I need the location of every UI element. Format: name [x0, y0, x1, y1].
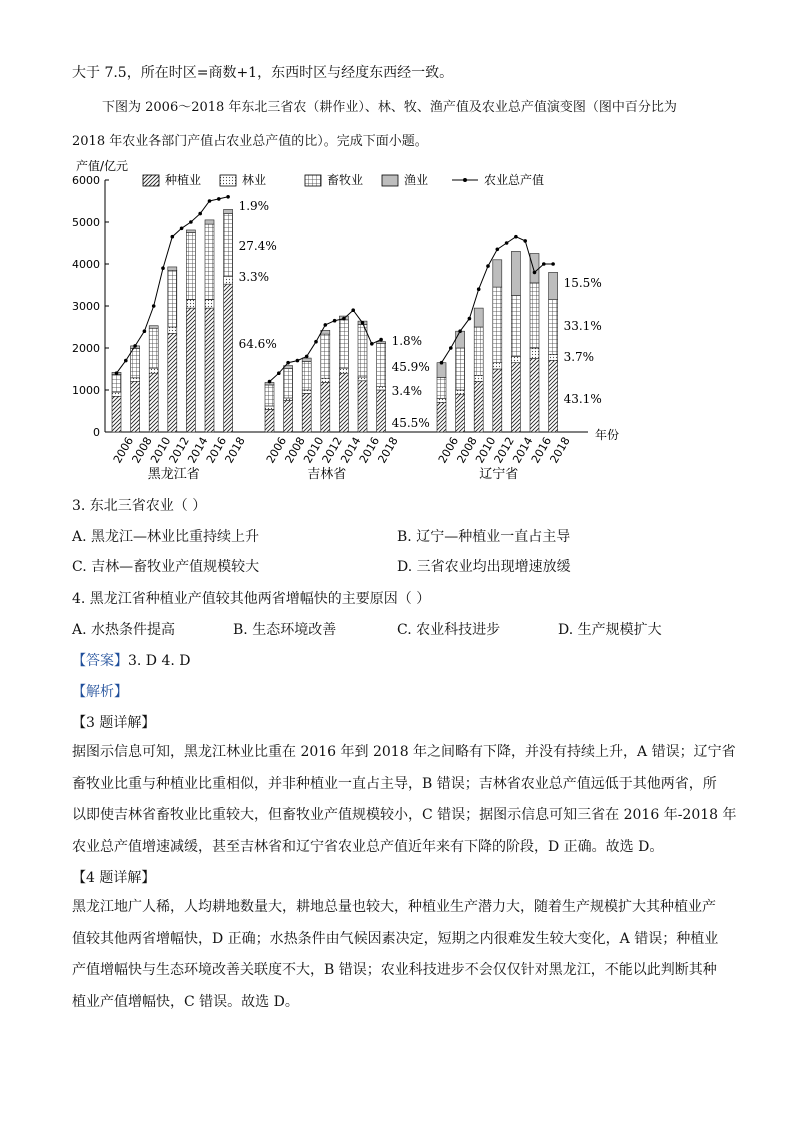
total-output-point [133, 344, 137, 348]
total-output-point [370, 342, 374, 346]
bar-segment [265, 409, 274, 432]
y-axis-label: 产值/亿元 [76, 159, 129, 173]
province-label: 黑龙江省 [147, 467, 200, 482]
total-output-point [324, 323, 328, 327]
total-output-point [189, 220, 193, 224]
percentage-label: 27.4% [238, 239, 277, 253]
question-4-stem: 4. 黑龙江省种植业产值较其他两省增幅快的主要原因（ ） [72, 591, 431, 607]
x-axis-label: 年份 [595, 428, 620, 442]
x-tick-label: 2018 [375, 434, 401, 466]
detail-3-line: 以即使吉林省畜牧业比重较大，但畜牧业产值规模较小，C 错误；据图示信息可知三省在 2016 年-2018 年 [72, 807, 737, 823]
bar-segment [205, 220, 214, 224]
total-output-point [333, 319, 337, 323]
bar-segment [131, 378, 140, 382]
bar-segment [186, 300, 195, 308]
total-output-point [496, 248, 500, 252]
x-tick-label: 2010 [473, 434, 499, 466]
percentage-label: 1.9% [238, 199, 270, 213]
total-output-point [115, 371, 119, 375]
bar-segment [493, 363, 502, 369]
agriculture-output-chart [60, 155, 660, 490]
bar-segment [302, 393, 311, 432]
bar-segment [186, 230, 195, 233]
percentage-label: 15.5% [563, 276, 602, 290]
bar-segment [358, 324, 367, 377]
legend-label: 畜牧业 [327, 173, 364, 187]
bar-segment [474, 375, 483, 381]
bar-segment [549, 361, 558, 432]
total-output-point [198, 212, 202, 216]
bar-segment [437, 377, 446, 398]
y-tick-label: 1000 [72, 384, 100, 397]
percentage-label: 3.4% [391, 384, 423, 398]
intro-line-3: 2018 年农业各部门产值占农业总产值的比）。完成下面小题。 [72, 134, 428, 149]
x-tick-label: 2016 [203, 434, 230, 466]
x-tick-label: 2012 [319, 434, 345, 466]
q3-option-c: C. 吉林—畜牧业产值规模较大 [72, 559, 260, 575]
bar-segment [321, 334, 330, 378]
total-output-point [361, 321, 365, 325]
total-output-point [342, 317, 346, 321]
bar-segment [511, 251, 520, 295]
bar-segment [224, 214, 233, 277]
answer-label: 【答案】 [72, 653, 128, 669]
total-output-point [514, 235, 518, 239]
province-label: 辽宁省 [479, 467, 519, 482]
legend-swatch [382, 175, 398, 186]
bar-segment [302, 361, 311, 390]
bar-segment [186, 308, 195, 432]
bar-segment [149, 373, 158, 432]
total-output-point [124, 359, 128, 363]
y-tick-label: 3000 [72, 300, 100, 313]
x-tick-label: 2010 [148, 434, 174, 466]
total-output-point [208, 199, 212, 203]
legend-swatch [143, 175, 159, 186]
bar-segment [339, 368, 348, 373]
detail-4-label: 【4 题详解】 [72, 870, 156, 886]
total-output-point [458, 329, 462, 333]
bar-segment [493, 369, 502, 432]
intro-line-1: 大于 7.5，所在时区=商数+1，东西时区与经度东西经一致。 [72, 65, 454, 81]
bar-segment [224, 209, 233, 213]
percentage-label: 43.1% [563, 392, 602, 406]
total-output-point [217, 197, 221, 201]
bar-segment [530, 283, 539, 348]
legend-line-marker [463, 178, 467, 182]
bar-segment [377, 387, 386, 390]
total-output-point [533, 271, 537, 275]
x-tick-label: 2016 [528, 434, 555, 466]
bar-segment [302, 358, 311, 361]
detail-4-line: 黑龙江地广人稀，人均耕地数量大，耕地总量也较大，种植业生产潜力大，随着生产规模扩大其种植业产 [72, 899, 716, 915]
bar-segment [112, 392, 121, 396]
total-output-point [477, 287, 481, 291]
bar-segment [168, 333, 177, 432]
bar-segment [302, 390, 311, 393]
bar-segment [437, 398, 446, 402]
detail-4-line: 产值增幅快与生态环境改善关联度不大，B 错误；农业科技进步不会仅仅针对黑龙江，不能以此判断其种 [72, 962, 717, 978]
bar-segment [224, 284, 233, 432]
y-tick-label: 6000 [72, 174, 100, 187]
bar-segment [493, 260, 502, 287]
analysis-label: 【解析】 [72, 684, 128, 700]
percentage-label: 64.6% [238, 337, 277, 351]
question-3-stem: 3. 东北三省农业（ ） [72, 498, 207, 514]
x-tick-label: 2006 [263, 434, 290, 466]
legend-swatch [220, 175, 236, 186]
total-output-point [226, 195, 230, 199]
bar-segment [265, 385, 274, 406]
total-output-point [143, 329, 147, 333]
legend-label: 种植业 [165, 173, 202, 187]
total-output-point [523, 239, 527, 243]
legend-label: 林业 [242, 173, 267, 187]
detail-3-line: 据图示信息可知，黑龙江林业比重在 2016 年到 2018 年之间略有下降，并没有持续上升，A 错误；辽宁省 [72, 744, 736, 760]
bar-segment [530, 254, 539, 283]
percentage-label: 45.5% [391, 416, 430, 430]
bar-segment [149, 326, 158, 329]
bar-segment [377, 343, 386, 386]
total-output-point [152, 304, 156, 308]
answer-line [72, 650, 191, 670]
x-tick-label: 2014 [185, 434, 211, 466]
bar-segment [205, 300, 214, 308]
y-tick-label: 0 [93, 426, 100, 439]
total-output-point [286, 361, 290, 365]
x-tick-label: 2012 [491, 434, 517, 466]
bar-segment [511, 296, 520, 357]
bar-segment [456, 390, 465, 394]
x-tick-label: 2010 [301, 434, 327, 466]
bar-segment [186, 233, 195, 300]
y-tick-label: 4000 [72, 258, 100, 271]
total-output-point [351, 308, 355, 312]
total-output-point [180, 227, 184, 231]
bar-segment [224, 277, 233, 285]
total-output-point [440, 361, 444, 365]
bar-segment [168, 267, 177, 270]
bar-segment [339, 373, 348, 432]
intro-line-2: 下图为 2006～2018 年东北三省农（耕作业）、林、牧、渔产值及农业总产值演变图（图中百分比为 [102, 100, 677, 115]
bar-segment [284, 398, 293, 401]
bar-segment [112, 396, 121, 432]
bar-segment [511, 356, 520, 362]
x-tick-label: 2006 [110, 434, 137, 466]
x-tick-label: 2018 [547, 434, 573, 466]
bar-segment [265, 406, 274, 409]
bar-segment [456, 348, 465, 390]
x-tick-label: 2016 [356, 434, 383, 466]
q4-option-b: B. 生态环境改善 [233, 622, 337, 638]
bar-segment [205, 308, 214, 432]
total-output-point [305, 355, 309, 359]
bar-segment [530, 348, 539, 359]
q3-option-b: B. 辽宁—种植业一直占主导 [397, 529, 571, 545]
total-output-point [486, 264, 490, 268]
bar-segment [131, 348, 140, 377]
percentage-label: 3.7% [563, 350, 595, 364]
bar-segment [358, 381, 367, 432]
x-tick-label: 2014 [338, 434, 364, 466]
detail-3-line: 农业总产值增速减缓，甚至吉林省和辽宁省农业总产值近年来有下降的阶段，D 正确。故选 D。 [72, 838, 664, 855]
bar-segment [493, 287, 502, 363]
q4-option-a: A. 水热条件提高 [72, 622, 176, 638]
bar-segment [377, 342, 386, 344]
bar-segment [549, 354, 558, 360]
bar-segment [437, 403, 446, 432]
detail-3-line: 畜牧业比重与种植业比重相似，并非种植业一直占主导，B 错误；吉林省农业总产值远低于其他两省，所 [72, 775, 717, 792]
total-output-point [296, 359, 300, 363]
bar-segment [437, 363, 446, 378]
total-output-point [171, 235, 175, 239]
bar-segment [168, 270, 177, 327]
bar-segment [321, 382, 330, 432]
detail-4-text [72, 892, 722, 1018]
bar-segment [149, 328, 158, 368]
bar-segment [358, 377, 367, 381]
bar-segment [131, 382, 140, 432]
bar-segment [474, 308, 483, 327]
province-label: 吉林省 [307, 467, 347, 482]
detail-3-label: 【3 题详解】 [72, 715, 156, 731]
total-output-point [468, 317, 472, 321]
bar-segment [377, 390, 386, 432]
x-tick-label: 2008 [454, 434, 480, 466]
percentage-label: 33.1% [563, 319, 602, 333]
total-output-point [268, 380, 272, 384]
total-output-point [379, 338, 383, 342]
bar-segment [149, 368, 158, 373]
bar-segment [339, 320, 348, 368]
bar-segment [530, 359, 539, 433]
q4-option-c: C. 农业科技进步 [397, 622, 501, 638]
x-tick-label: 2006 [435, 434, 462, 466]
total-output-point [542, 262, 546, 266]
total-output-point [449, 346, 453, 350]
x-tick-label: 2012 [166, 434, 192, 466]
total-output-point [161, 266, 165, 270]
bar-segment [321, 378, 330, 382]
bar-segment [284, 401, 293, 433]
legend-label: 渔业 [404, 173, 429, 187]
bar-segment [456, 331, 465, 348]
q3-option-d: D. 三省农业均出现增速放缓 [397, 559, 571, 575]
q4-option-d: D. 生产规模扩大 [558, 622, 662, 638]
detail-3-text [72, 737, 737, 863]
legend-label: 农业总产值 [484, 173, 545, 187]
bar-segment [549, 272, 558, 299]
bar-segment [205, 224, 214, 300]
detail-4-line: 值较其他两省增幅快，D 正确；水热条件由气候因素决定，短期之内很难发生较大变化，A 错误；种植业 [72, 930, 719, 947]
bar-segment [168, 327, 177, 333]
y-tick-label: 5000 [72, 216, 100, 229]
detail-4-line: 植业产值增幅快，C 错误。故选 D。 [72, 993, 299, 1010]
legend-swatch [305, 175, 321, 186]
percentage-label: 3.3% [238, 270, 270, 284]
bar-segment [112, 374, 121, 392]
total-output-point [314, 340, 318, 344]
bar-segment [284, 369, 293, 398]
bar-segment [474, 382, 483, 432]
q3-option-a: A. 黑龙江—林业比重持续上升 [72, 529, 260, 545]
bar-segment [456, 394, 465, 432]
total-output-point [277, 371, 281, 375]
answer-value: 3. D 4. D [128, 653, 191, 669]
percentage-label: 45.9% [391, 360, 430, 374]
x-tick-label: 2018 [222, 434, 248, 466]
total-output-point [551, 262, 555, 266]
x-tick-label: 2014 [510, 434, 536, 466]
x-tick-label: 2008 [282, 434, 308, 466]
bar-segment [511, 363, 520, 432]
total-output-point [505, 241, 509, 245]
bar-segment [474, 327, 483, 375]
bar-segment [549, 300, 558, 355]
x-tick-label: 2008 [129, 434, 155, 466]
percentage-label: 1.8% [391, 334, 423, 348]
y-tick-label: 2000 [72, 342, 100, 355]
